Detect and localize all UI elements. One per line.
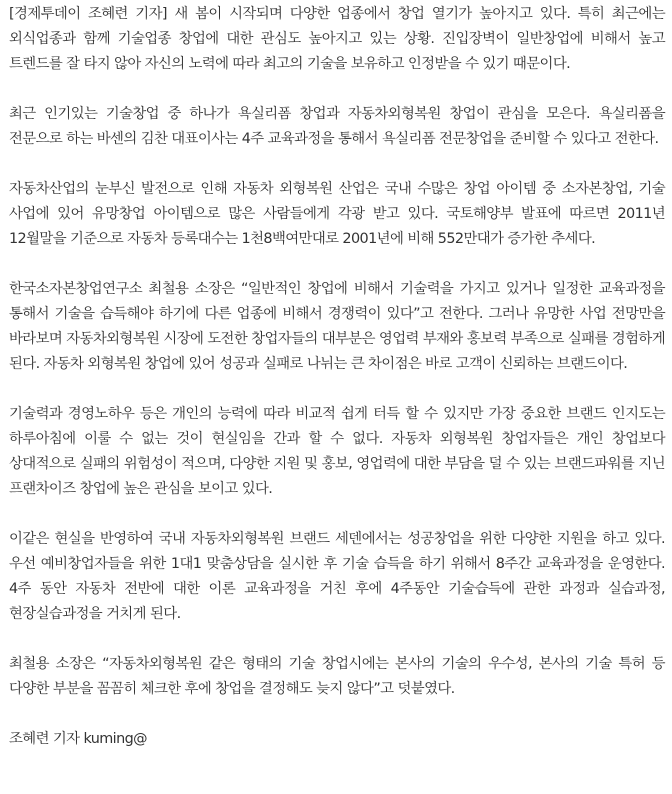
- article-byline: 조혜련 기자 kuming@: [9, 731, 147, 747]
- article-paragraph-6: 이같은 현실을 반영하여 국내 자동차외형복원 브랜드 세덴에서는 성공창업을 위한 다양한 지원을 하고 있다. 우선 예비창업자들을 위한 1대1 맞춤상담을 실시한 후 기술 습득을 하기 위해서 8주간 교육과정을 운영한다. 4주 동안 자동차 전반에 대한 이론 교육과정을 거친 후에 4주동안 기술습득에 관한 과정과 실습과정, 현장실습과정을 거치게 된다.: [9, 531, 665, 622]
- article-paragraph-4: 한국소자본창업연구소 최철용 소장은 “일반적인 창업에 비해서 기술력을 가지고 있거나 일정한 교육과정을 통해서 기술을 습득해야 하기에 다른 업종에 비해서 경쟁력이 있다”고 전한다. 그러나 유망한 사업 전망만을 바라보며 자동차외형복원 시장에 도전한 창업자들의 대부분은 영업력 부재와 홍보력 부족으로 실패를 경험하게 된다. 자동차 외형복원 창업에 있어 성공과 실패로 나뉘는 큰 차이점은 바로 고객이 신뢰하는 브랜드이다.: [9, 281, 665, 372]
- article-paragraph-5: 기술력과 경영노하우 등은 개인의 능력에 따라 비교적 쉽게 터득 할 수 있지만 가장 중요한 브랜드 인지도는 하루아침에 이룰 수 없는 것이 현실임을 간과 할 수 없다. 자동차 외형복원 창업자들은 개인 창업보다 상대적으로 실패의 위험성이 적으며, 다양한 지원 및 홍보, 영업력에 대한 부담을 덜 수 있는 브랜드파워를 지닌 프랜차이즈 창업에 높은 관심을 보이고 있다.: [9, 406, 665, 497]
- article-paragraph-7: 최철용 소장은 “자동차외형복원 같은 형태의 기술 창업시에는 본사의 기술의 우수성, 본사의 기술 특허 등 다양한 부분을 꼼꼼히 체크한 후에 창업을 결정해도 늦지 않다”고 덧붙였다.: [9, 656, 665, 697]
- article-paragraph-3: 자동차산업의 눈부신 발전으로 인해 자동차 외형복원 산업은 국내 수많은 창업 아이템 중 소자본창업, 기술 사업에 있어 유망창업 아이템으로 많은 사람들에게 각광 받고 있다. 국토해양부 발표에 따르면 2011년 12월말을 기준으로 자동차 등록대수는 1천8백여만대로 2001년에 비해 552만대가 증가한 추세다.: [9, 181, 665, 247]
- article-body: [9, 2, 665, 752]
- article-paragraph-2: 최근 인기있는 기술창업 중 하나가 욕실리폼 창업과 자동차외형복원 창업이 관심을 모은다. 욕실리폼을 전문으로 하는 바센의 김찬 대표이사는 4주 교육과정을 통해서 욕실리폼 전문창업을 준비할 수 있다고 전한다.: [9, 106, 665, 147]
- article-paragraph-1: [경제투데이 조혜련 기자] 새 봄이 시작되며 다양한 업종에서 창업 열기가 높아지고 있다. 특히 최근에는 외식업종과 함께 기술업종 창업에 대한 관심도 높아지고 있는 상황. 진입장벽이 일반창업에 비해서 높고 트렌드를 잘 타지 않아 자신의 노력에 따라 최고의 기술을 보유하고 인정받을 수 있기 때문이다.: [9, 6, 665, 72]
